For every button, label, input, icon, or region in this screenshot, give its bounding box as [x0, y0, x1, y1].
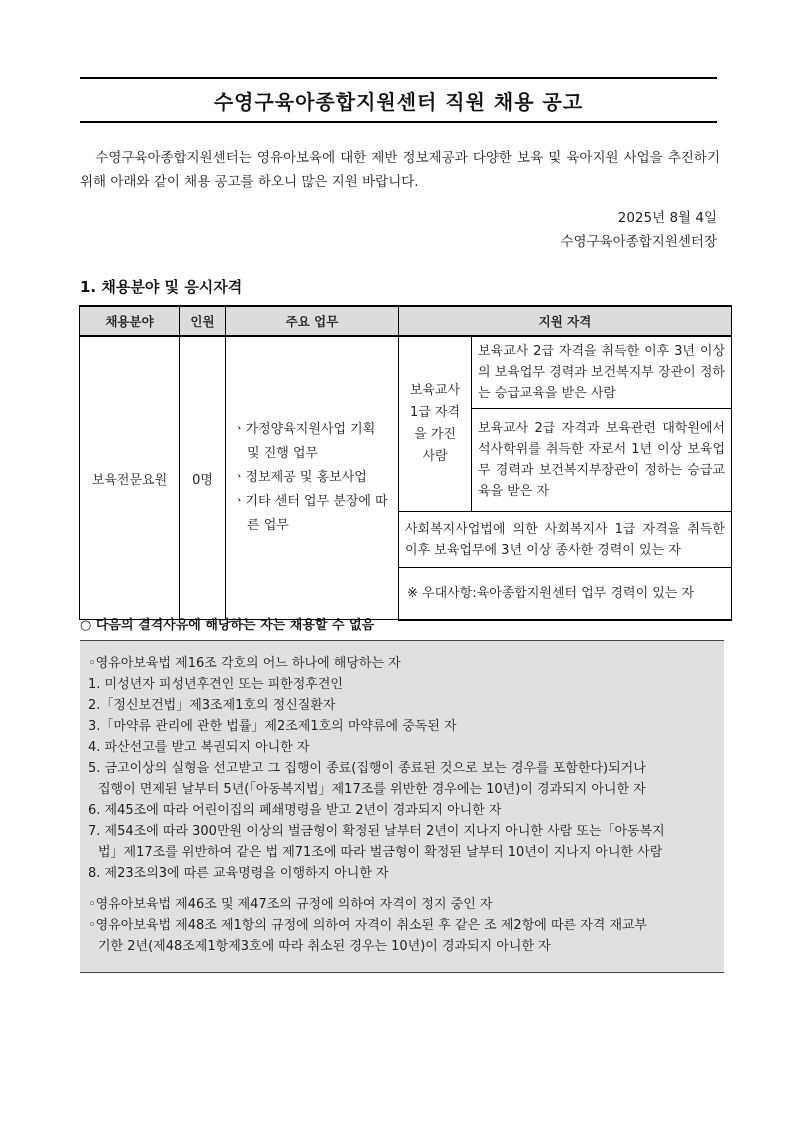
list-item: 8. 제23조의3에 따른 교육명령을 이행하지 아니한 자	[88, 866, 389, 881]
disqualify-head-cont: 기한 2년(제48조제1항제3호에 따라 취소된 경우는 10년)이 경과되지 아니한 자	[98, 939, 551, 954]
qual-item: 보육교사 2급 자격을 취득한 이후 3년 이상의 보육업무 경력과 보건복지부 장관이 정하는 승급교육을 받은 사람	[472, 336, 732, 409]
header-tasks: 주요 업무	[226, 306, 399, 336]
section-title: 1. 채용분야 및 응시자격	[80, 278, 243, 296]
task-list	[227, 418, 397, 538]
list-item: 4. 파산선고를 받고 복권되지 아니한 자	[88, 740, 310, 755]
task-item: ㆍ기타 센터 업무 분장에 따른 업무	[233, 494, 388, 533]
list-item: 5. 금고이상의 실형을 선고받고 그 집행이 종료(집행이 종료된 것으로 보는 경우를 포함한다)되거나	[88, 761, 646, 776]
disqualify-title: ○ 다음의 결격사유에 해당하는 자는 채용할 수 없음	[80, 618, 375, 633]
disqualify-head: ◦영유아보육법 제16조 각호의 어느 하나에 해당하는 자	[88, 656, 401, 671]
list-item: 2.「정신보건법」제3조제1호의 정신질환자	[88, 698, 336, 713]
count-cell: 0명	[180, 336, 226, 620]
date-block	[561, 206, 718, 254]
list-item: 법」제17조를 위반하여 같은 법 제71조에 따라 벌금형이 확정된 날부터 10년이 지나지 아니한 사람	[98, 845, 663, 860]
recruitment-table	[79, 305, 732, 621]
list-item: 6. 제45조에 따라 어린이집의 폐쇄명령을 받고 2년이 경과되지 아니한 자	[88, 803, 502, 818]
page-title: 수영구육아종합지원센터 직원 채용 공고	[213, 90, 584, 114]
intro-paragraph	[80, 146, 720, 194]
title-rule-top	[80, 77, 717, 79]
field-cell: 보육전문요원	[80, 336, 180, 620]
list-item: 7. 제54조에 따라 300만원 이상의 벌금형이 확정된 날부터 2년이 지나지 아니한 사람 또는「아동복지	[88, 824, 665, 839]
header-qualification: 지원 자격	[399, 306, 732, 336]
header-field: 채용분야	[80, 306, 180, 336]
issuer-name: 수영구육아종합지원센터장	[560, 234, 717, 250]
qual-preference: ※ 우대사항:육아종합지원센터 업무 경력이 있는 자	[399, 568, 732, 620]
table-row	[80, 336, 732, 409]
list-item: 3.「마약류 관리에 관한 법률」제2조제1호의 마약류에 중독된 자	[88, 719, 457, 734]
task-item: ㆍ정보제공 및 홍보사업	[233, 470, 367, 485]
table-header-row	[80, 306, 732, 336]
notice-date: 2025년 8월 4일	[617, 210, 717, 226]
disqualify-head: ◦영유아보육법 제46조 및 제47조의 규정에 의하여 자격이 정지 중인 자	[88, 897, 493, 912]
qual-group-label: 보육교사 1급 자격을 가진 사람	[399, 336, 472, 512]
qual-item: 보육교사 2급 자격과 보육관련 대학원에서 석사학위를 취득한 자로서 1년 이상 보육업무 경력과 보건복지부장관이 정하는 승급교육을 받은 자	[472, 409, 732, 512]
header-count: 인원	[180, 306, 226, 336]
disqualify-box	[80, 640, 724, 973]
spacer	[88, 884, 716, 894]
intro-text: 수영구육아종합지원센터는 영유아보육에 대한 제반 정보제공과 다양한 보육 및 육아지원 사업을 추진하기 위해 아래와 같이 채용 공고를 하오니 많은 지원 바랍니다.	[80, 150, 721, 190]
task-item: ㆍ가정양육지원사업 기획 및 진행 업무	[233, 422, 376, 461]
qual-social: 사회복지사업법에 의한 사회복지사 1급 자격을 취득한 이후 보육업무에 3년 이상 종사한 경력이 있는 자	[399, 512, 732, 568]
list-item: 집행이 면제된 날부터 5년(「아동복지법」제17조를 위반한 경우에는 10년)이 경과되지 아니한 자	[98, 782, 646, 797]
disqualify-head: ◦영유아보육법 제48조 제1항의 규정에 의하여 자격이 취소된 후 같은 조 제2항에 따른 자격 재교부	[88, 918, 648, 933]
title-rule-bottom	[80, 121, 717, 123]
list-item: 1. 미성년자 피성년후견인 또는 피한정후견인	[88, 677, 343, 692]
tasks-cell	[226, 336, 399, 620]
